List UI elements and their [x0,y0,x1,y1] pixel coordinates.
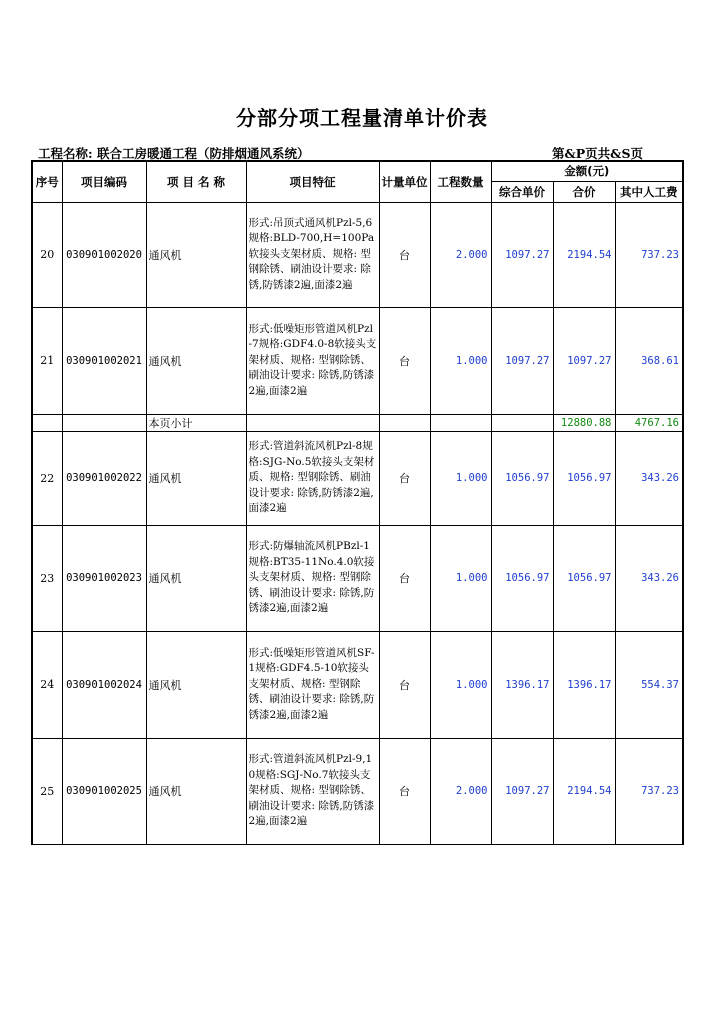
row-unit: 台 [379,631,430,738]
row-labor: 343.26 [615,431,683,525]
row-qty: 2.000 [430,202,491,307]
row-total: 2194.54 [553,202,615,307]
row-code: 030901002020 [62,202,146,307]
row-name: 通风机 [146,307,246,414]
row-labor: 554.37 [615,631,683,738]
row-code: 030901002024 [62,631,146,738]
header-seq: 序号 [32,161,62,202]
bill-table [31,160,684,845]
header-total: 合价 [553,181,615,202]
header-amount: 金额(元) [491,161,683,181]
table-row [32,202,683,307]
row-unit-price: 1056.97 [491,431,553,525]
row-unit-price: 1056.97 [491,525,553,631]
row-qty: 2.000 [430,738,491,844]
row-code: 030901002021 [62,307,146,414]
row-name: 通风机 [146,202,246,307]
table-row [32,431,683,525]
row-unit-price: 1097.27 [491,202,553,307]
row-name: 通风机 [146,525,246,631]
subtotal-labor: 4767.16 [615,414,683,431]
row-total: 1056.97 [553,431,615,525]
row-seq: 21 [32,307,62,414]
row-code: 030901002023 [62,525,146,631]
row-total: 1056.97 [553,525,615,631]
page-number: 第&P页共&S页 [552,146,643,161]
table-row [32,525,683,631]
row-qty: 1.000 [430,631,491,738]
subtotal-row [32,414,683,431]
row-labor: 368.61 [615,307,683,414]
row-feature: 形式:防爆轴流风机PBzl-1规格:BT35-11No.4.0软接头支架材质、规格: 型钢除锈、刷油设计要求: 除锈,防锈漆2遍,面漆2遍 [246,525,379,631]
row-seq: 22 [32,431,62,525]
header-labor: 其中人工费 [615,181,683,202]
row-unit-price: 1097.27 [491,738,553,844]
row-unit-price: 1097.27 [491,307,553,414]
table-row [32,738,683,844]
subtotal-total: 12880.88 [553,414,615,431]
project-name: 工程名称: 联合工房暖通工程（防排烟通风系统） [38,146,310,161]
row-labor: 737.23 [615,202,683,307]
header-name: 项 目 名 称 [146,161,246,202]
page-title: 分部分项工程量清单计价表 [236,106,488,130]
table-row [32,307,683,414]
subtotal-label: 本页小计 [146,414,246,431]
row-feature: 形式:吊顶式通风机Pzl-5,6规格:BLD-700,H=100Pa软接头支架材质、规格: 型钢除锈、刷油设计要求: 除锈,防锈漆2遍,面漆2遍 [246,202,379,307]
row-qty: 1.000 [430,307,491,414]
header-unit-price: 综合单价 [491,181,553,202]
row-feature: 形式:管道斜流风机Pzl-9,10规格:SGJ-No.7软接头支架材质、规格: 型钢除锈、刷油设计要求: 除锈,防锈漆2遍,面漆2遍 [246,738,379,844]
row-seq: 23 [32,525,62,631]
row-seq: 20 [32,202,62,307]
row-code: 030901002025 [62,738,146,844]
row-seq: 25 [32,738,62,844]
row-unit-price: 1396.17 [491,631,553,738]
header-code: 项目编码 [62,161,146,202]
row-unit: 台 [379,431,430,525]
row-seq: 24 [32,631,62,738]
row-feature: 形式:低噪矩形管道风机Pzl-7规格:GDF4.0-8软接头支架材质、规格: 型钢除锈、刷油设计要求: 除锈,防锈漆2遍,面漆2遍 [246,307,379,414]
row-total: 1097.27 [553,307,615,414]
row-labor: 343.26 [615,525,683,631]
row-unit: 台 [379,738,430,844]
table-row [32,631,683,738]
row-unit: 台 [379,307,430,414]
row-total: 1396.17 [553,631,615,738]
header-unit: 计量单位 [379,161,430,202]
row-qty: 1.000 [430,431,491,525]
row-code: 030901002022 [62,431,146,525]
row-name: 通风机 [146,738,246,844]
row-name: 通风机 [146,431,246,525]
row-labor: 737.23 [615,738,683,844]
row-qty: 1.000 [430,525,491,631]
row-feature: 形式:低噪矩形管道风机SF-1规格:GDF4.5-10软接头支架材质、规格: 型钢除锈、刷油设计要求: 除锈,防锈漆2遍,面漆2遍 [246,631,379,738]
row-unit: 台 [379,525,430,631]
row-name: 通风机 [146,631,246,738]
header-qty: 工程数量 [430,161,491,202]
row-total: 2194.54 [553,738,615,844]
row-feature: 形式:管道斜流风机Pzl-8规格:SJG-No.5软接头支架材质、规格: 型钢除锈、刷油设计要求: 除锈,防锈漆2遍,面漆2遍 [246,431,379,525]
row-unit: 台 [379,202,430,307]
header-feature: 项目特征 [246,161,379,202]
